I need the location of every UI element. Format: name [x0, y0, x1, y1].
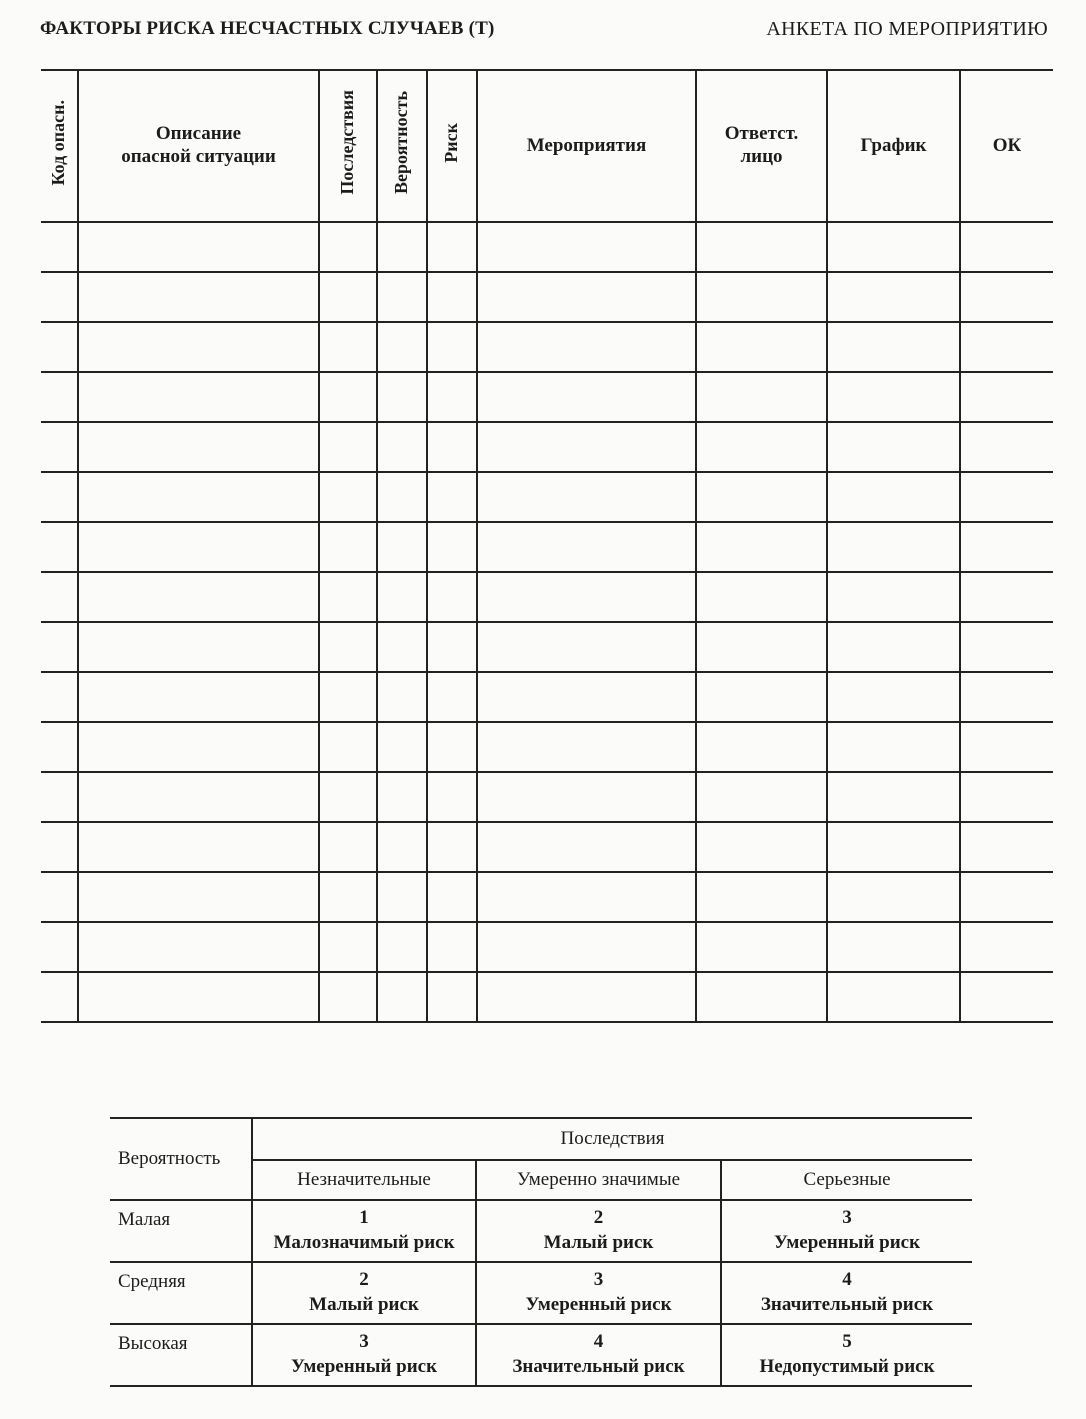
matrix-row: [110, 1200, 972, 1262]
matrix-row: [110, 1324, 972, 1386]
consequences-cell[interactable]: [319, 822, 377, 872]
schedule-cell[interactable]: [827, 922, 960, 972]
risk-matrix: [110, 1117, 972, 1387]
col-consequences-header: Последствия: [319, 70, 377, 222]
col-risk-header: Риск: [427, 70, 477, 222]
responsible-cell[interactable]: [696, 222, 827, 272]
responsible-cell[interactable]: [696, 522, 827, 572]
schedule-cell[interactable]: [827, 572, 960, 622]
responsible-cell[interactable]: [696, 672, 827, 722]
description-cell[interactable]: [78, 772, 319, 822]
measures-cell[interactable]: [477, 472, 696, 522]
measures-cell[interactable]: [477, 622, 696, 672]
risk-cell[interactable]: [427, 272, 477, 322]
risk-cell[interactable]: [427, 322, 477, 372]
consequences-cell[interactable]: [319, 222, 377, 272]
ok-cell[interactable]: [960, 222, 1053, 272]
col-description-header: Описание опасной ситуации: [78, 70, 319, 222]
schedule-cell[interactable]: [827, 372, 960, 422]
responsible-cell[interactable]: [696, 422, 827, 472]
ok-cell[interactable]: [960, 572, 1053, 622]
ok-cell[interactable]: [960, 422, 1053, 472]
code-cell[interactable]: [41, 472, 78, 522]
schedule-cell[interactable]: [827, 622, 960, 672]
schedule-cell[interactable]: [827, 672, 960, 722]
ok-cell[interactable]: [960, 522, 1053, 572]
consequence-level: Серьезные: [721, 1160, 972, 1200]
risk-cell[interactable]: [427, 222, 477, 272]
col-ok-header: ОК: [960, 70, 1053, 222]
probability-cell[interactable]: [377, 322, 427, 372]
ok-cell[interactable]: [960, 922, 1053, 972]
description-cell[interactable]: [78, 922, 319, 972]
form-row: [41, 422, 1053, 472]
form-row: [41, 572, 1053, 622]
form-row: [41, 972, 1053, 1022]
ok-cell[interactable]: [960, 822, 1053, 872]
description-cell[interactable]: [78, 472, 319, 522]
risk-cell[interactable]: [427, 772, 477, 822]
schedule-cell[interactable]: [827, 472, 960, 522]
probability-cell[interactable]: [377, 772, 427, 822]
form-row: [41, 722, 1053, 772]
description-cell[interactable]: [78, 272, 319, 322]
responsible-cell[interactable]: [696, 772, 827, 822]
risk-cell: 5 Недопустимый риск: [721, 1324, 972, 1386]
description-cell[interactable]: [78, 222, 319, 272]
responsible-cell[interactable]: [696, 472, 827, 522]
ok-cell[interactable]: [960, 722, 1053, 772]
description-cell[interactable]: [78, 372, 319, 422]
measures-cell[interactable]: [477, 722, 696, 772]
schedule-cell[interactable]: [827, 522, 960, 572]
responsible-cell[interactable]: [696, 622, 827, 672]
probability-label: Высокая: [110, 1324, 252, 1386]
description-cell[interactable]: [78, 872, 319, 922]
consequences-cell[interactable]: [319, 572, 377, 622]
risk-cell[interactable]: [427, 822, 477, 872]
risk-cell[interactable]: [427, 722, 477, 772]
measures-cell[interactable]: [477, 922, 696, 972]
consequences-cell[interactable]: [319, 922, 377, 972]
measures-cell[interactable]: [477, 872, 696, 922]
risk-cell: 4 Значительный риск: [721, 1262, 972, 1324]
ok-cell[interactable]: [960, 772, 1053, 822]
consequences-cell[interactable]: [319, 722, 377, 772]
schedule-cell[interactable]: [827, 422, 960, 472]
code-cell[interactable]: [41, 272, 78, 322]
schedule-cell[interactable]: [827, 972, 960, 1022]
col-measures-header: Мероприятия: [477, 70, 696, 222]
schedule-cell[interactable]: [827, 222, 960, 272]
risk-cell: 3 Умеренный риск: [721, 1200, 972, 1262]
risk-cell: 3 Умеренный риск: [476, 1262, 721, 1324]
probability-cell[interactable]: [377, 872, 427, 922]
responsible-cell[interactable]: [696, 972, 827, 1022]
description-cell[interactable]: [78, 322, 319, 372]
ok-cell[interactable]: [960, 672, 1053, 722]
matrix-consequences-header: Последствия: [252, 1118, 972, 1160]
code-cell[interactable]: [41, 522, 78, 572]
description-cell[interactable]: [78, 972, 319, 1022]
measures-cell[interactable]: [477, 822, 696, 872]
form-header-row: [41, 70, 1053, 222]
measures-cell[interactable]: [477, 672, 696, 722]
probability-cell[interactable]: [377, 372, 427, 422]
risk-cell[interactable]: [427, 672, 477, 722]
code-cell[interactable]: [41, 772, 78, 822]
ok-cell[interactable]: [960, 622, 1053, 672]
probability-cell[interactable]: [377, 622, 427, 672]
matrix-corner-label: Вероятность: [110, 1118, 252, 1200]
probability-cell[interactable]: [377, 422, 427, 472]
probability-label: Средняя: [110, 1262, 252, 1324]
code-cell[interactable]: [41, 622, 78, 672]
probability-cell[interactable]: [377, 272, 427, 322]
risk-cell[interactable]: [427, 522, 477, 572]
risk-cell[interactable]: [427, 872, 477, 922]
form-row: [41, 672, 1053, 722]
risk-cell: 4 Значительный риск: [476, 1324, 721, 1386]
schedule-cell[interactable]: [827, 322, 960, 372]
probability-cell[interactable]: [377, 672, 427, 722]
responsible-cell[interactable]: [696, 822, 827, 872]
form-row: [41, 372, 1053, 422]
measures-cell[interactable]: [477, 322, 696, 372]
ok-cell[interactable]: [960, 372, 1053, 422]
consequences-cell[interactable]: [319, 872, 377, 922]
code-cell[interactable]: [41, 722, 78, 772]
probability-cell[interactable]: [377, 822, 427, 872]
code-cell[interactable]: [41, 572, 78, 622]
code-cell[interactable]: [41, 422, 78, 472]
ok-cell[interactable]: [960, 272, 1053, 322]
consequences-cell[interactable]: [319, 972, 377, 1022]
consequences-cell[interactable]: [319, 622, 377, 672]
consequence-level: Незначительные: [252, 1160, 476, 1200]
responsible-cell[interactable]: [696, 722, 827, 772]
consequences-cell[interactable]: [319, 372, 377, 422]
schedule-cell[interactable]: [827, 822, 960, 872]
form-title: ФАКТОРЫ РИСКА НЕСЧАСТНЫХ СЛУЧАЕВ (Т): [40, 18, 495, 39]
risk-cell[interactable]: [427, 372, 477, 422]
probability-cell[interactable]: [377, 922, 427, 972]
hazard-form-table: [41, 69, 1053, 1023]
risk-cell: 3 Умеренный риск: [252, 1324, 476, 1386]
code-cell[interactable]: [41, 672, 78, 722]
risk-cell[interactable]: [427, 422, 477, 472]
form-row: [41, 322, 1053, 372]
probability-label: Малая: [110, 1200, 252, 1262]
risk-cell[interactable]: [427, 472, 477, 522]
consequences-cell[interactable]: [319, 472, 377, 522]
measures-cell[interactable]: [477, 372, 696, 422]
code-cell[interactable]: [41, 922, 78, 972]
code-cell[interactable]: [41, 872, 78, 922]
risk-cell[interactable]: [427, 922, 477, 972]
form-body: [41, 222, 1053, 1022]
consequences-cell[interactable]: [319, 772, 377, 822]
form-row: [41, 772, 1053, 822]
risk-cell: 2 Малый риск: [476, 1200, 721, 1262]
code-cell[interactable]: [41, 322, 78, 372]
description-cell[interactable]: [78, 622, 319, 672]
measures-cell[interactable]: [477, 422, 696, 472]
probability-cell[interactable]: [377, 222, 427, 272]
consequences-cell[interactable]: [319, 522, 377, 572]
responsible-cell[interactable]: [696, 272, 827, 322]
consequences-cell[interactable]: [319, 322, 377, 372]
description-cell[interactable]: [78, 522, 319, 572]
form-row: [41, 822, 1053, 872]
consequences-cell[interactable]: [319, 422, 377, 472]
code-cell[interactable]: [41, 822, 78, 872]
ok-cell[interactable]: [960, 872, 1053, 922]
description-cell[interactable]: [78, 422, 319, 472]
col-probability-header: Вероятность: [377, 70, 427, 222]
responsible-cell[interactable]: [696, 322, 827, 372]
probability-cell[interactable]: [377, 572, 427, 622]
code-cell[interactable]: [41, 372, 78, 422]
risk-cell[interactable]: [427, 972, 477, 1022]
form-row: [41, 622, 1053, 672]
ok-cell[interactable]: [960, 972, 1053, 1022]
col-schedule-header: График: [827, 70, 960, 222]
risk-cell: 1 Малозначимый риск: [252, 1200, 476, 1262]
description-cell[interactable]: [78, 572, 319, 622]
measures-cell[interactable]: [477, 772, 696, 822]
responsible-cell[interactable]: [696, 872, 827, 922]
measures-cell[interactable]: [477, 972, 696, 1022]
description-cell[interactable]: [78, 672, 319, 722]
measures-cell[interactable]: [477, 222, 696, 272]
responsible-cell[interactable]: [696, 372, 827, 422]
ok-cell[interactable]: [960, 322, 1053, 372]
matrix-top-row: [110, 1118, 972, 1160]
schedule-cell[interactable]: [827, 272, 960, 322]
consequences-cell[interactable]: [319, 272, 377, 322]
form-row: [41, 222, 1053, 272]
risk-cell[interactable]: [427, 622, 477, 672]
risk-cell: 2 Малый риск: [252, 1262, 476, 1324]
ok-cell[interactable]: [960, 472, 1053, 522]
code-cell[interactable]: [41, 222, 78, 272]
measures-cell[interactable]: [477, 272, 696, 322]
schedule-cell[interactable]: [827, 772, 960, 822]
probability-cell[interactable]: [377, 722, 427, 772]
description-cell[interactable]: [78, 822, 319, 872]
schedule-cell[interactable]: [827, 722, 960, 772]
probability-cell[interactable]: [377, 972, 427, 1022]
col-responsible-header: Ответст. лицо: [696, 70, 827, 222]
probability-cell[interactable]: [377, 522, 427, 572]
probability-cell[interactable]: [377, 472, 427, 522]
col-code-header: Код опасн.: [41, 70, 78, 222]
risk-cell[interactable]: [427, 572, 477, 622]
form-name: АНКЕТА ПО МЕРОПРИЯТИЮ: [766, 18, 1048, 40]
matrix-row: [110, 1262, 972, 1324]
consequences-cell[interactable]: [319, 672, 377, 722]
form-row: [41, 272, 1053, 322]
measures-cell[interactable]: [477, 572, 696, 622]
consequence-level: Умеренно значимые: [476, 1160, 721, 1200]
description-cell[interactable]: [78, 722, 319, 772]
code-cell[interactable]: [41, 972, 78, 1022]
form-row: [41, 872, 1053, 922]
form-row: [41, 922, 1053, 972]
form-row: [41, 472, 1053, 522]
responsible-cell[interactable]: [696, 572, 827, 622]
measures-cell[interactable]: [477, 522, 696, 572]
responsible-cell[interactable]: [696, 922, 827, 972]
form-row: [41, 522, 1053, 572]
schedule-cell[interactable]: [827, 872, 960, 922]
